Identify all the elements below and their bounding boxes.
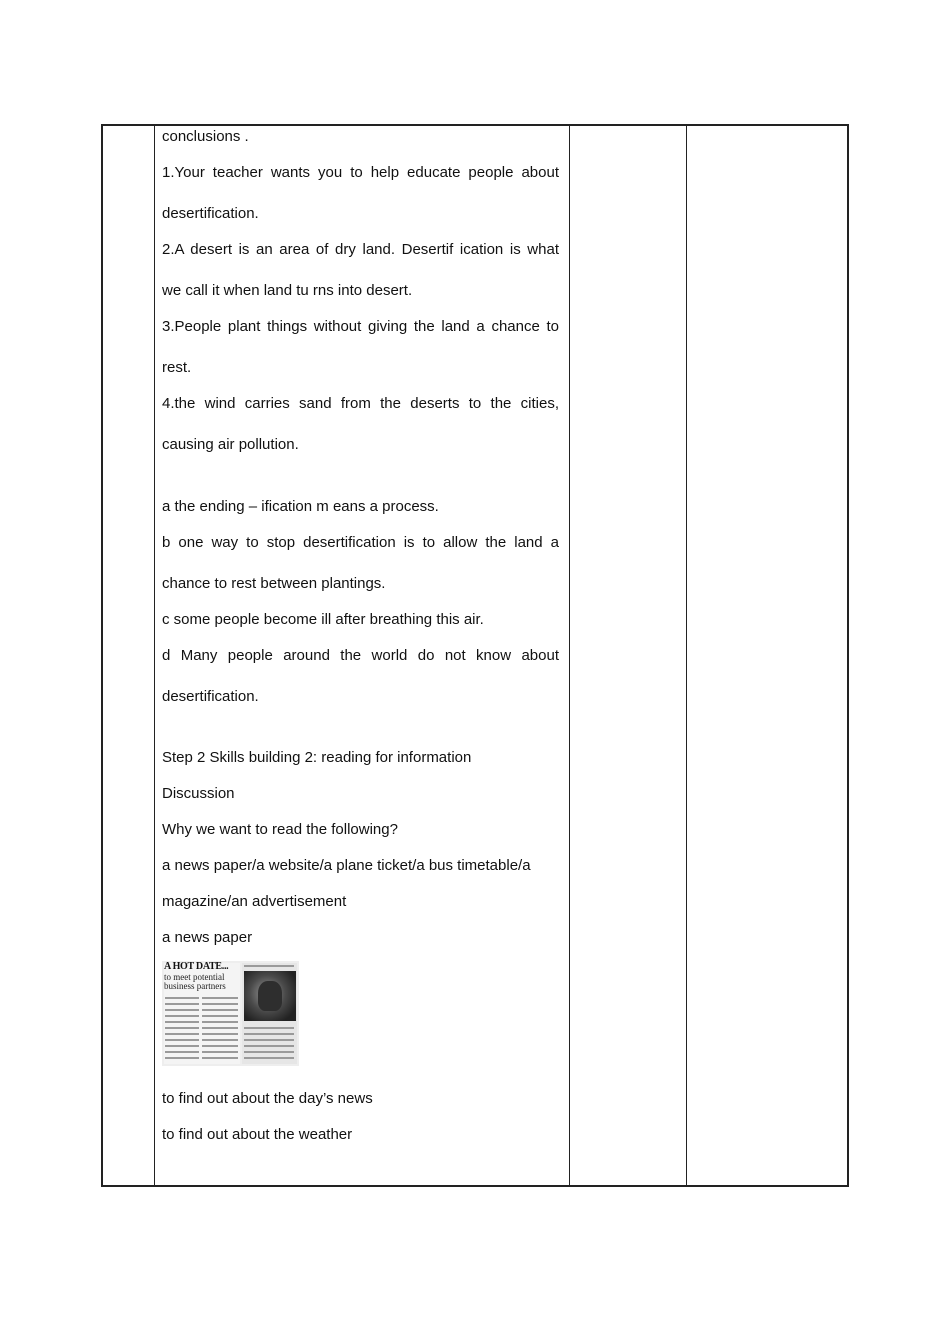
text-line: desertification. [162,205,259,222]
text-block [202,1027,238,1029]
text-line: 1.Your teacher wants you to help educate people about [162,164,559,181]
text-block [165,1003,199,1005]
text-block [165,997,199,999]
text-block [165,1027,199,1029]
text-line: b one way to stop desertification is to allow the land a [162,534,559,551]
text-block [244,1051,294,1053]
text-line: causing air pollution. [162,436,299,453]
text-line: a news paper [162,929,253,946]
text-line: rest. [162,359,192,376]
text-block [244,1027,294,1029]
text-block [165,1039,199,1041]
text-block [165,1057,199,1059]
text-block [165,1051,199,1053]
newspaper-headline: A HOT DATE... [164,961,229,972]
column-divider [154,126,155,1185]
text-block [244,1045,294,1047]
text-block [244,1057,294,1059]
text-line: magazine/an advertisement [162,893,347,910]
text-block [244,1033,294,1035]
text-line: d Many people around the world do not know about [162,647,559,664]
text-block [202,1009,238,1011]
newspaper-subheadline: to meet potential business partners [164,972,226,991]
text-line: chance to rest between plantings. [162,575,386,592]
text-block [202,1021,238,1023]
hand-photo-icon [258,981,282,1011]
text-line: a the ending – ification m eans a process. [162,498,439,515]
text-block [202,1015,238,1017]
text-line: 4.the wind carries sand from the deserts to the cities, [162,395,559,412]
text-line: Why we want to read the following? [162,821,398,838]
column-divider [686,126,687,1185]
text-line: 2.A desert is an area of dry land. Desertif ication is what [162,241,559,258]
text-line: c some people become ill after breathing this air. [162,611,484,628]
text-block [202,1039,238,1041]
text-block [165,1021,199,1023]
text-block [202,1057,238,1059]
text-block [202,1051,238,1053]
column-divider [569,126,570,1185]
text-line: Discussion [162,785,235,802]
text-block [244,1039,294,1041]
text-block [202,1045,238,1047]
text-block [244,965,294,967]
text-block [165,1045,199,1047]
text-line: a news paper/a website/a plane ticket/a bus timetable/a [162,857,531,874]
text-line: to find out about the weather [162,1126,353,1143]
text-block [165,1009,199,1011]
text-line: desertification. [162,688,259,705]
text-block [165,1015,199,1017]
step-heading: Step 2 Skills building 2: reading for information [162,749,472,766]
text-block [202,997,238,999]
text-block [165,1033,199,1035]
text-block [202,1033,238,1035]
text-line: 3.People plant things without giving the land a chance to [162,318,559,335]
text-line: we call it when land tu rns into desert. [162,282,413,299]
newspaper-image [162,961,299,1066]
text-line: conclusions . [162,128,249,145]
text-line: to find out about the day’s news [162,1090,373,1107]
text-block [202,1003,238,1005]
